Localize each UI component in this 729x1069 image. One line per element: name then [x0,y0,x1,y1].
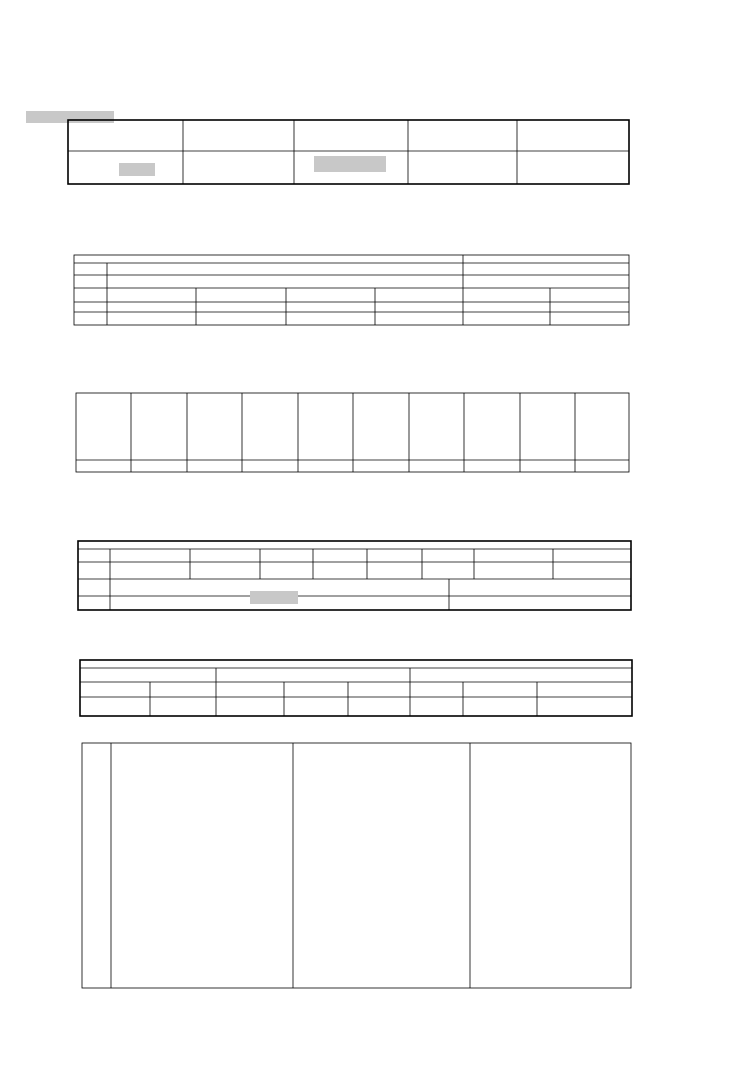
redaction-block [250,591,298,604]
redaction-block [119,163,155,176]
redaction-block [314,156,386,172]
